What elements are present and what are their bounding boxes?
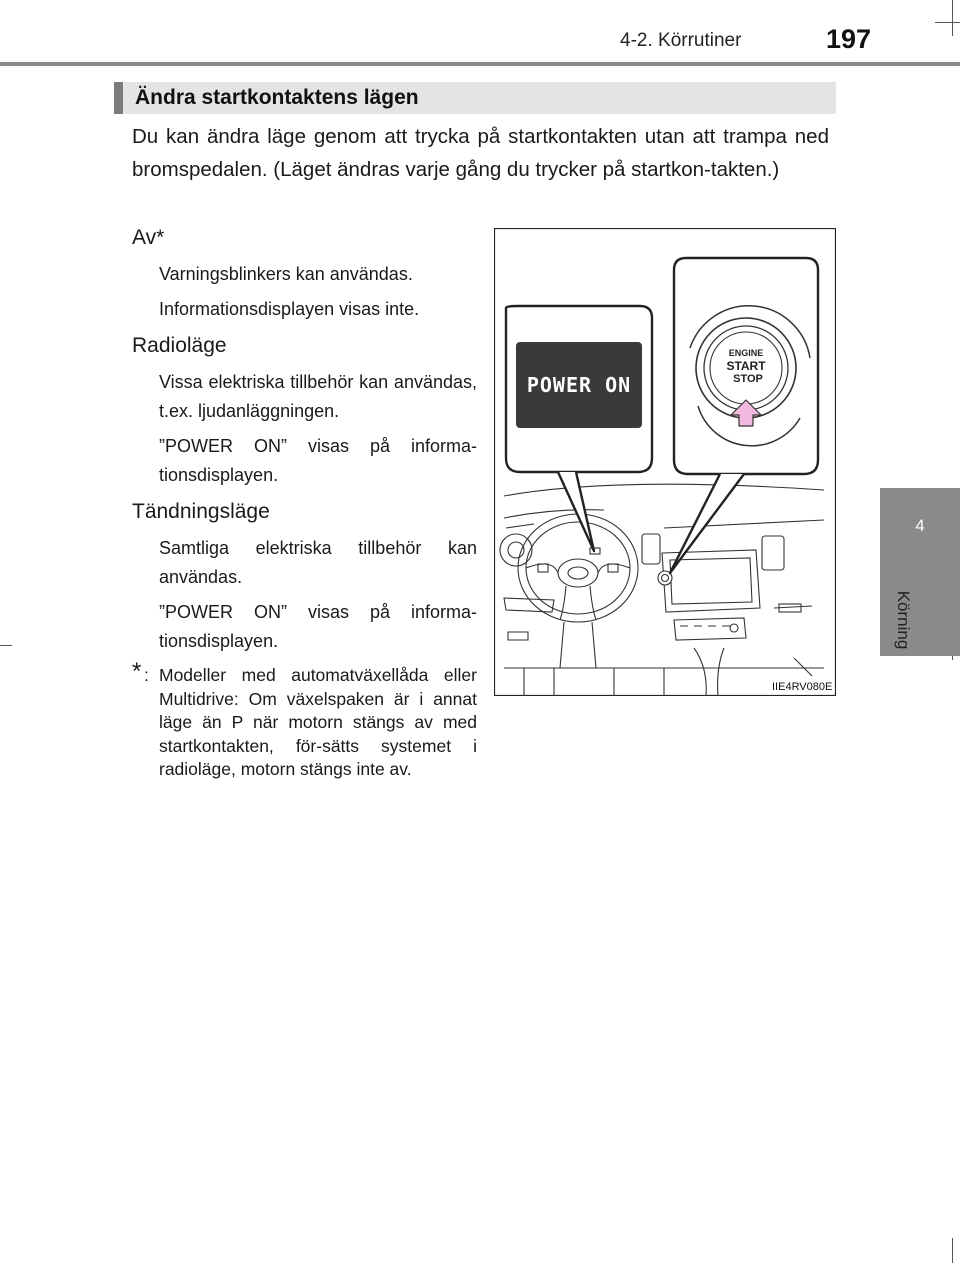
mode-desc: Vissa elektriska tillbehör kan användas, t.ex. ljudanläggningen. (159, 372, 477, 421)
button-label-stop: STOP (733, 373, 763, 385)
page-number: 197 (826, 24, 872, 54)
footnote (132, 658, 477, 782)
dashboard-illustration (494, 228, 836, 696)
mode-title-ignition: Tändningsläge (132, 500, 270, 523)
mode-desc: ”POWER ON” visas på informa-tionsdisplayen. (159, 602, 477, 651)
dashboard-illustration-svg (494, 228, 836, 696)
display-text: POWER ON (526, 373, 632, 397)
button-label-engine: ENGINE (728, 348, 764, 358)
section-title: Ändra startkontaktens lägen (135, 86, 419, 109)
header-rule (0, 62, 960, 66)
running-header: 4-2. Körrutiner (620, 30, 742, 51)
intro-paragraph: Du kan ändra läge genom att trycka på startkontakten utan att trampa ned bromspedalen. (Läget ändras varje gång du trycker på startkon-takten.) (132, 125, 829, 181)
button-label-start: START (726, 359, 766, 373)
footnote-colon: : (144, 665, 149, 685)
footnote-text: Modeller med automatväxellåda eller Multidrive: Om växelspaken är i annat läge än P när motorn stängs av med startkontakten, för-sätts systemet i radioläge, motorn stängs inte av. (159, 665, 477, 779)
mode-list (132, 222, 477, 782)
mode-title-off: Av* (132, 226, 165, 249)
crop-mark (935, 22, 960, 23)
mode-desc: Informationsdisplayen visas inte. (159, 299, 420, 319)
figure-code: IIE4RV080E (772, 681, 833, 693)
chapter-tab (880, 488, 960, 656)
crop-mark (0, 645, 12, 646)
footnote-marker: * (132, 658, 142, 685)
chapter-number: 4 (915, 516, 925, 535)
crop-mark (952, 1238, 953, 1263)
chapter-label: Körning (894, 590, 913, 650)
mode-desc: Samtliga elektriska tillbehör kan användas. (159, 538, 477, 587)
mode-desc: ”POWER ON” visas på informa-tionsdisplayen. (159, 436, 477, 485)
section-title-bar (114, 82, 836, 114)
mode-title-accessory: Radioläge (132, 334, 227, 357)
mode-desc: Varningsblinkers kan användas. (159, 264, 413, 284)
crop-mark (952, 0, 953, 36)
